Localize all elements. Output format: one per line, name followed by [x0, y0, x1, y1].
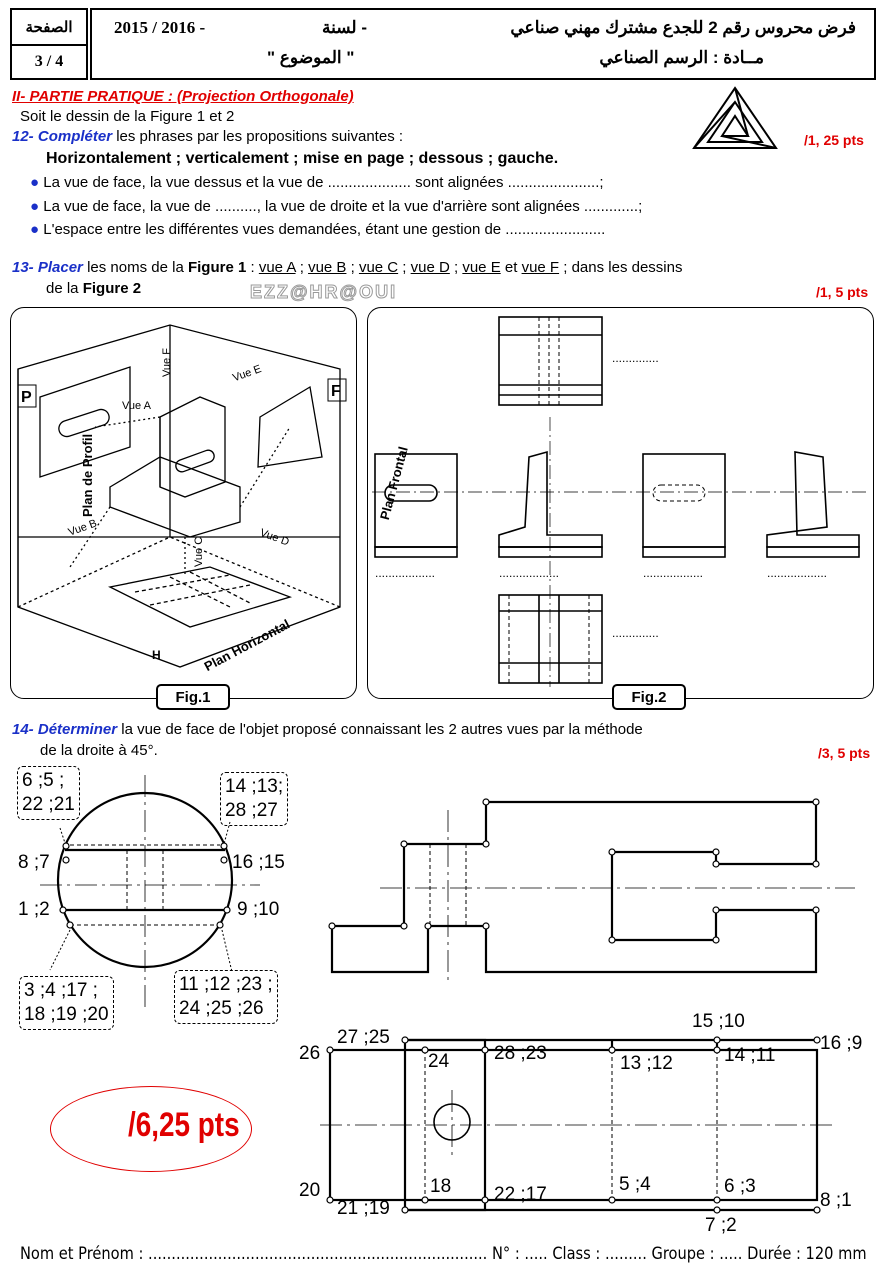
q14-points: /3, 5 pts	[818, 745, 871, 761]
fig2-blank-back: ..................	[767, 566, 828, 580]
view-c-label: vue C	[358, 259, 399, 276]
label-20: 20	[299, 1180, 321, 1201]
view-f-label: vue F	[521, 259, 560, 276]
label-5-4: 5 ;4	[619, 1174, 651, 1195]
label-24: 24	[428, 1051, 450, 1072]
label-14-11: 14 ;11	[724, 1045, 776, 1066]
name-field[interactable]: Nom et Prénom : .........................................................................	[20, 1244, 488, 1264]
label-box-top-right: 14 ;13; 28 ;27	[220, 772, 288, 826]
q14-line2: de la droite à 45°.	[40, 742, 158, 759]
plan-h-letter: H	[152, 648, 161, 662]
label-13-12: 13 ;12	[620, 1053, 673, 1074]
q13-line: 13- Placer les noms de la Figure 1 : vue A ; vue B ; vue C ; vue D ; vue E et vue F ; dans les dessins	[12, 259, 683, 276]
subject-line: مــادة : الرسم الصناعي	[599, 48, 764, 67]
view-e-label: vue E	[462, 259, 501, 276]
student-info-footer	[20, 1244, 867, 1264]
figure-2-label: Fig.2	[612, 684, 686, 710]
label-22-17: 22 ;17	[494, 1184, 547, 1205]
label-21-19: 21 ;19	[337, 1198, 390, 1219]
figure-2-drawing	[367, 307, 873, 699]
label-box-bottom-right: 11 ;12 ;23 ; 24 ;25 ;26	[174, 970, 278, 1024]
view-d-label: vue D	[410, 259, 450, 276]
section-title: II- PARTIE PRATIQUE : (Projection Orthogonale)	[12, 88, 354, 105]
plan-horizontal-label: Plan Horizontal	[201, 616, 293, 675]
q12-number: 12-	[12, 128, 34, 145]
fig2-blank-right: ..................	[643, 566, 704, 580]
label-15-10: 15 ;10	[692, 1011, 745, 1032]
page-number: 3 / 4	[34, 53, 64, 70]
label-8-7: 8 ;7	[18, 852, 50, 873]
duration-label: Durée : 120 mm	[747, 1244, 867, 1264]
vue-b-tag: Vue B	[66, 517, 99, 539]
label-7-2: 7 ;2	[705, 1215, 737, 1236]
plan-f-letter: F	[331, 383, 341, 400]
label-18: 18	[430, 1176, 452, 1197]
view-b-label: vue B	[308, 259, 347, 276]
plan-p-letter: P	[21, 389, 32, 406]
exam-title: فرض محروس رقم 2 للجدع مشترك مهني صناعي	[510, 18, 856, 37]
q12-bullet-1: ● La vue de face, la vue dessus et la vue de .................... sont alignées ......................;	[30, 174, 604, 191]
impossible-triangle-logo	[690, 84, 780, 152]
exam-header	[90, 8, 876, 80]
label-16-15: 16 ;15	[232, 852, 285, 873]
label-27-25: 27 ;25	[337, 1027, 390, 1048]
section-intro: Soit le dessin de la Figure 1 et 2	[20, 108, 235, 125]
total-points: /6,25 pts	[128, 1106, 240, 1144]
q12-bullet-2: ● La vue de face, la vue de .........., la vue de droite et la vue d'arrière sont alignées .............;	[30, 198, 643, 215]
q12-verb: Compléter	[37, 128, 113, 145]
label-box-top-left: 6 ;5 ; 22 ;21	[17, 766, 80, 820]
label-9-10: 9 ;10	[237, 899, 280, 920]
label-1-2: 1 ;2	[18, 899, 50, 920]
label-box-bottom-left: 3 ;4 ;17 ; 18 ;19 ;20	[19, 976, 114, 1030]
vue-e-tag: Vue E	[231, 362, 264, 385]
q12-text: les phrases par les propositions suivantes :	[112, 128, 404, 145]
label-16-9: 16 ;9	[820, 1033, 863, 1054]
label-28-23: 28 ;23	[494, 1043, 547, 1064]
fig2-blank-top: ..............	[612, 351, 659, 365]
top-right-profile-drawing	[320, 790, 860, 990]
page-label: الصفحة	[12, 10, 86, 46]
label-6-3: 6 ;3	[724, 1176, 756, 1197]
fig2-blank-bottom: ..............	[612, 626, 659, 640]
vue-c-tag: Vue C	[193, 536, 205, 567]
watermark: EZZ@HR@OUI	[250, 282, 398, 302]
view-a-label: vue A	[258, 259, 296, 276]
figure-1-label: Fig.1	[156, 684, 230, 710]
vue-d-tag: Vue D	[258, 526, 291, 549]
label-26: 26	[299, 1043, 321, 1064]
class-field[interactable]: Class : .........	[552, 1244, 647, 1264]
year-label: - لسنة	[322, 18, 367, 37]
label-8-1: 8 ;1	[820, 1190, 852, 1211]
vue-a-tag: Vue A	[122, 400, 151, 412]
fig2-blank-left: ..................	[375, 566, 436, 580]
figure-1-drawing	[10, 307, 411, 699]
q12-points: /1, 25 pts	[804, 132, 864, 148]
group-field[interactable]: Groupe : .....	[651, 1244, 743, 1264]
page-number-box	[10, 8, 88, 80]
school-year: 2015 / 2016 -	[114, 18, 206, 37]
number-field[interactable]: N° : .....	[491, 1244, 548, 1264]
q12-line	[12, 128, 403, 145]
plan-frontal-label: Plan Frontal	[376, 444, 411, 522]
topic-label: " الموضوع "	[267, 48, 355, 67]
q12-bullet-3: ● L'espace entre les différentes vues demandées, étant une gestion de ........................	[30, 221, 606, 238]
fig2-blank-front: ..................	[499, 566, 560, 580]
plan-profil-label: Plan de Profil	[80, 433, 95, 517]
q12-options: Horizontalement ; verticalement ; mise en page ; dessous ; gauche.	[46, 150, 559, 167]
q13-points: /1, 5 pts	[816, 284, 869, 300]
q14-line: 14- Déterminer la vue de face de l'objet proposé connaissant les 2 autres vues par la méthode	[12, 721, 643, 738]
vue-f-tag: Vue F	[161, 348, 173, 377]
q13-line2: de la Figure 2	[46, 280, 142, 297]
